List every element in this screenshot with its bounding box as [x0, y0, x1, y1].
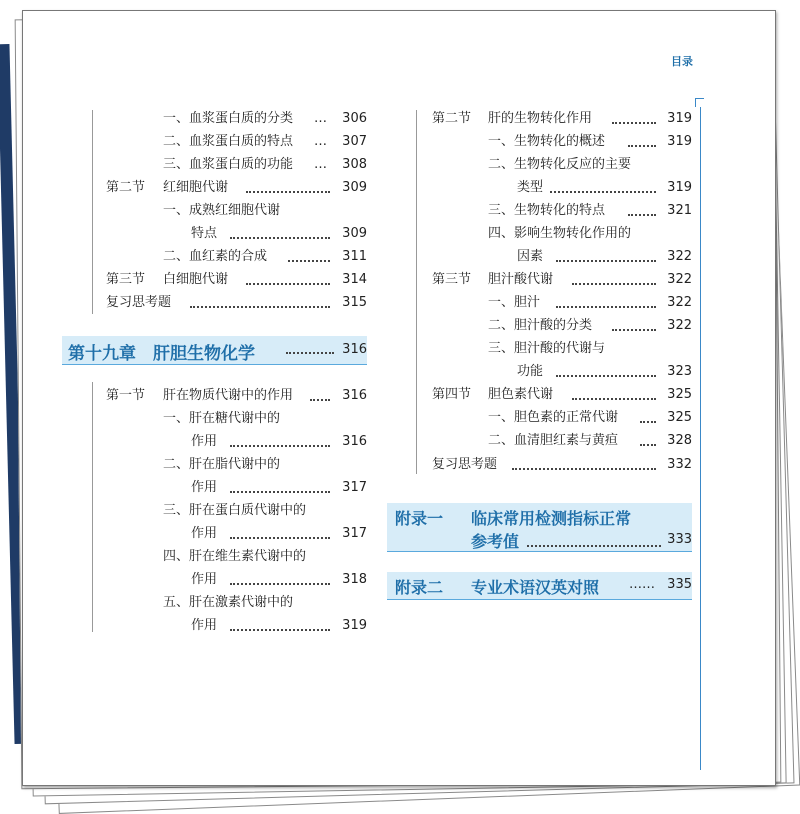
toc-leader: [288, 260, 330, 263]
toc-section-label: 第三节: [106, 272, 146, 287]
toc-leader: [556, 260, 656, 263]
toc-entry-continuation: 因素: [517, 249, 544, 264]
toc-page-number: 322: [667, 295, 692, 310]
toc-entry-continuation: 作用: [191, 618, 218, 633]
toc-page-number: 325: [667, 387, 692, 402]
toc-page-number: 323: [667, 364, 692, 379]
toc-entry-label: 三、生物转化的特点: [488, 203, 606, 218]
toc-page-number: 314: [342, 272, 367, 287]
toc-page-number: 317: [342, 480, 367, 495]
toc-page-number: 316: [342, 434, 367, 449]
toc-page-number: 311: [342, 249, 367, 264]
toc-entry-label: 二、血红素的合成: [163, 249, 268, 264]
toc-review-label: 复习思考题: [106, 295, 172, 310]
toc-review-label: 复习思考题: [432, 457, 498, 472]
toc-page-number: 316: [342, 388, 367, 403]
toc-page-number: 318: [342, 572, 367, 587]
toc-entry-label: 五、肝在激素代谢中的: [163, 595, 294, 610]
toc-leader: [556, 306, 656, 309]
toc-section-label: 第一节: [106, 388, 146, 403]
toc-leader: [628, 214, 656, 217]
toc-entry-label: 二、胆汁酸的分类: [488, 318, 593, 333]
toc-page-number: 317: [342, 526, 367, 541]
toc-section-label: 第二节: [106, 180, 146, 195]
toc-page-number: 322: [667, 272, 692, 287]
toc-section-label: 第四节: [432, 387, 472, 402]
toc-leader: …: [314, 111, 327, 126]
toc-page-number: 325: [667, 410, 692, 425]
toc-page-number: 321: [667, 203, 692, 218]
toc-page-number: 319: [342, 618, 367, 633]
toc-leader: [190, 306, 330, 309]
toc-entry-label: 二、肝在脂代谢中的: [163, 457, 281, 472]
appendix-banner: [387, 503, 692, 552]
toc-entry-label: 一、肝在糖代谢中的: [163, 411, 281, 426]
appendix-page-number: 335: [667, 577, 692, 592]
toc-leader: [550, 191, 656, 194]
toc-section-title: 白细胞代谢: [163, 272, 229, 287]
toc-leader: [230, 583, 330, 586]
appendix-prefix: 附录二: [395, 578, 444, 597]
appendix-prefix: 附录一: [395, 509, 444, 528]
toc-entry-label: 一、生物转化的概述: [488, 134, 606, 149]
toc-section-title: 胆色素代谢: [488, 387, 554, 402]
chapter-page-number: 316: [342, 342, 367, 357]
toc-entry-label: 三、肝在蛋白质代谢中的: [163, 503, 307, 518]
toc-section-title: 肝在物质代谢中的作用: [163, 388, 294, 403]
toc-leader: ……: [629, 577, 655, 592]
toc-entry-continuation: 特点: [191, 226, 218, 241]
toc-entry-label: 一、成熟红细胞代谢: [163, 203, 281, 218]
toc-leader: [286, 352, 334, 355]
toc-entry-label: 一、血浆蛋白质的分类: [163, 111, 294, 126]
toc-page-number: 308: [342, 157, 367, 172]
toc-leader: [527, 545, 661, 547]
toc-page-number: 315: [342, 295, 367, 310]
toc-section-title: 红细胞代谢: [163, 180, 229, 195]
toc-page-number: 319: [667, 134, 692, 149]
right-rule: [416, 110, 417, 474]
toc-entry-continuation: 类型: [517, 180, 544, 195]
toc-leader: [640, 421, 656, 424]
toc-entry-label: 三、血浆蛋白质的功能: [163, 157, 294, 172]
toc-section-title: 胆汁酸代谢: [488, 272, 554, 287]
toc-entry-continuation: 作用: [191, 434, 218, 449]
toc-page-number: 322: [667, 249, 692, 264]
toc-leader: [246, 191, 330, 194]
toc-entry-continuation: 作用: [191, 526, 218, 541]
toc-leader: [640, 444, 656, 447]
toc-page-number: 309: [342, 226, 367, 241]
toc-leader: [512, 468, 656, 471]
toc-entry-label: 二、血浆蛋白质的特点: [163, 134, 294, 149]
toc-leader: [230, 445, 330, 448]
toc-page-number: 332: [667, 457, 692, 472]
toc-leader: [230, 629, 330, 632]
toc-section-title: 肝的生物转化作用: [488, 111, 593, 126]
toc-page-number: 319: [667, 180, 692, 195]
toc-entry-label: 二、血清胆红素与黄疸: [488, 433, 619, 448]
toc-page-number: 309: [342, 180, 367, 195]
toc-page-number: 319: [667, 111, 692, 126]
toc-leader: [246, 283, 330, 286]
toc-leader: …: [314, 157, 327, 172]
section-header: 目录: [671, 55, 693, 68]
left-rule-top: [92, 110, 93, 314]
toc-section-label: 第二节: [432, 111, 472, 126]
toc-section-label: 第三节: [432, 272, 472, 287]
appendix-title-line1: 临床常用检测指标正常: [471, 509, 632, 528]
toc-page-number: 328: [667, 433, 692, 448]
appendix-title-line2: 参考值: [471, 532, 520, 551]
margin-notch: [695, 98, 704, 107]
toc-leader: [572, 283, 656, 286]
toc-entry-continuation: 作用: [191, 572, 218, 587]
chapter-title: 第十九章 肝胆生物化学: [68, 344, 255, 364]
appendix-page-number: 333: [667, 532, 692, 547]
appendix-title: 专业术语汉英对照: [471, 578, 600, 597]
toc-entry-label: 二、生物转化反应的主要: [488, 157, 632, 172]
toc-leader: [612, 329, 656, 332]
right-margin-decoration: [700, 102, 763, 770]
toc-entry-label: 四、肝在维生素代谢中的: [163, 549, 307, 564]
toc-leader: [230, 491, 330, 494]
toc-entry-label: 一、胆色素的正常代谢: [488, 410, 619, 425]
toc-entry-label: 三、胆汁酸的代谢与: [488, 341, 606, 356]
toc-leader: [612, 122, 656, 125]
toc-leader: [310, 399, 330, 402]
toc-page-number: 307: [342, 134, 367, 149]
toc-entry-label: 四、影响生物转化作用的: [488, 226, 632, 241]
left-rule-bottom: [92, 382, 93, 632]
toc-leader: [230, 537, 330, 540]
toc-leader: [628, 145, 656, 148]
toc-entry-continuation: 功能: [517, 364, 544, 379]
appendix-banner: [387, 572, 692, 600]
toc-entry-continuation: 作用: [191, 480, 218, 495]
toc-leader: [556, 375, 656, 378]
toc-leader: …: [314, 134, 327, 149]
toc-entry-label: 一、胆汁: [488, 295, 541, 310]
toc-page-number: 306: [342, 111, 367, 126]
toc-leader: [230, 237, 330, 240]
toc-leader: [572, 398, 656, 401]
chapter-banner: [62, 336, 367, 365]
toc-page-number: 322: [667, 318, 692, 333]
